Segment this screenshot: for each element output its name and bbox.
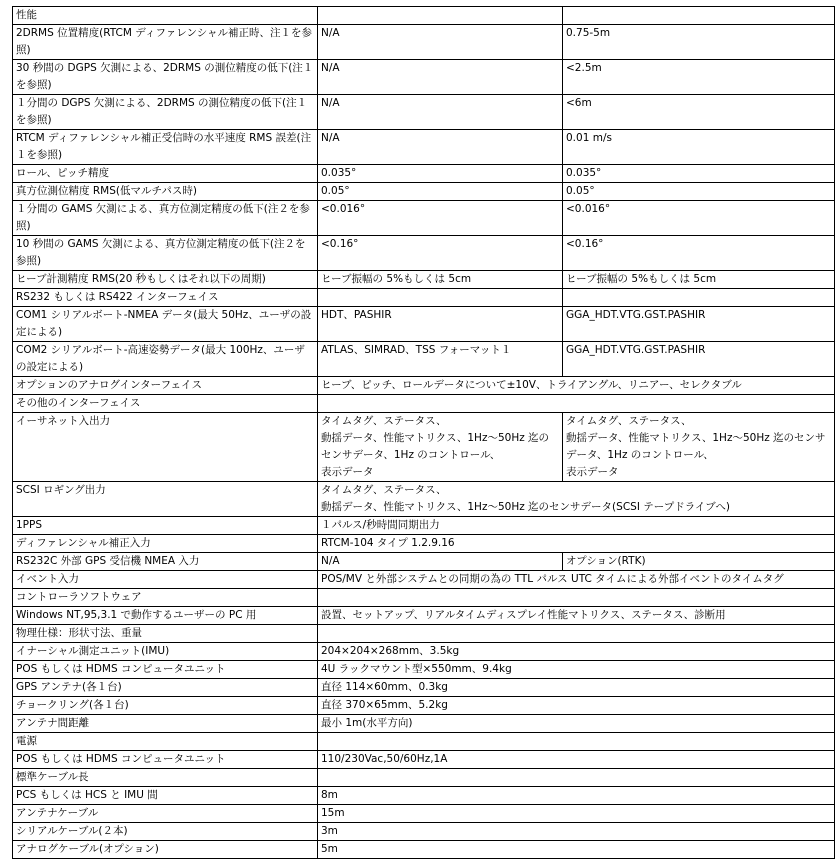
table-row bbox=[13, 130, 835, 165]
spec-value-cell bbox=[318, 769, 835, 787]
spec-value-cell: 204×204×268mm、3.5kg bbox=[318, 643, 835, 661]
spec-value-cell: <6m bbox=[563, 95, 835, 130]
spec-value-cell: <0.016° bbox=[318, 201, 563, 236]
spec-label-cell: RS232 もしくは RS422 インターフェイス bbox=[13, 289, 318, 307]
table-row bbox=[13, 482, 835, 517]
table-row bbox=[13, 183, 835, 201]
table-row bbox=[13, 60, 835, 95]
spec-value-cell: ヒーブ振幅の 5%もしくは 5cm bbox=[318, 271, 563, 289]
spec-label-cell: ヒーブ計測精度 RMS(20 秒もしくはそれ以下の周期) bbox=[13, 271, 318, 289]
spec-label-cell: GPS アンテナ(各１台) bbox=[13, 679, 318, 697]
spec-value-cell: N/A bbox=[318, 95, 563, 130]
spec-label-cell: SCSI ロギング出力 bbox=[13, 482, 318, 517]
spec-label-cell: ロール、ピッチ精度 bbox=[13, 165, 318, 183]
table-row bbox=[13, 625, 835, 643]
spec-value-cell: ATLAS、SIMRAD、TSS フォーマット１ bbox=[318, 342, 563, 377]
spec-value-cell: 5m bbox=[318, 841, 835, 859]
spec-value-cell: N/A bbox=[318, 60, 563, 95]
spec-value-cell bbox=[318, 733, 835, 751]
table-row bbox=[13, 517, 835, 535]
spec-value-cell: RTCM-104 タイプ 1.2.9.16 bbox=[318, 535, 835, 553]
spec-value-cell: N/A bbox=[318, 553, 563, 571]
spec-label-cell: １分間の GAMS 欠測による、真方位測定精度の低下(注２を参照) bbox=[13, 201, 318, 236]
table-row bbox=[13, 679, 835, 697]
spec-label-cell: その他のインターフェイス bbox=[13, 395, 318, 413]
table-row bbox=[13, 823, 835, 841]
spec-label-cell: 電源 bbox=[13, 733, 318, 751]
spec-value-cell bbox=[318, 7, 563, 25]
table-row bbox=[13, 95, 835, 130]
spec-table bbox=[12, 6, 835, 859]
table-row bbox=[13, 413, 835, 482]
spec-value-cell: POS/MV と外部システムとの同期の為の TTL パルス UTC タイムによる外部イベントのタイムタグ bbox=[318, 571, 835, 589]
spec-value-cell: <0.16° bbox=[563, 236, 835, 271]
spec-table-body bbox=[13, 7, 835, 859]
spec-value-cell: 4U ラックマウント型×550mm、9.4kg bbox=[318, 661, 835, 679]
table-row bbox=[13, 553, 835, 571]
spec-value-cell bbox=[318, 589, 835, 607]
spec-label-cell: 10 秒間の GAMS 欠測による、真方位測定精度の低下(注２を参照) bbox=[13, 236, 318, 271]
table-row bbox=[13, 589, 835, 607]
table-row bbox=[13, 289, 835, 307]
table-row bbox=[13, 271, 835, 289]
spec-value-cell: GGA_HDT.VTG.GST.PASHIR bbox=[563, 307, 835, 342]
table-row bbox=[13, 607, 835, 625]
spec-label-cell: POS もしくは HDMS コンピュータユニット bbox=[13, 751, 318, 769]
spec-label-cell: １分間の DGPS 欠測による、2DRMS の測位精度の低下(注１を参照) bbox=[13, 95, 318, 130]
table-row bbox=[13, 377, 835, 395]
spec-value-cell: HDT、PASHIR bbox=[318, 307, 563, 342]
spec-value-cell: GGA_HDT.VTG.GST.PASHIR bbox=[563, 342, 835, 377]
spec-value-cell: 0.05° bbox=[563, 183, 835, 201]
table-row bbox=[13, 236, 835, 271]
spec-value-cell: 8m bbox=[318, 787, 835, 805]
spec-label-cell: POS もしくは HDMS コンピュータユニット bbox=[13, 661, 318, 679]
spec-label-cell: アンテナ間距離 bbox=[13, 715, 318, 733]
spec-label-cell: 2DRMS 位置精度(RTCM ディファレンシャル補正時、注１を参照) bbox=[13, 25, 318, 60]
spec-value-cell bbox=[318, 289, 563, 307]
table-row bbox=[13, 535, 835, 553]
spec-value-cell: 0.035° bbox=[563, 165, 835, 183]
spec-value-cell: <0.016° bbox=[563, 201, 835, 236]
table-row bbox=[13, 643, 835, 661]
spec-label-cell: 30 秒間の DGPS 欠測による、2DRMS の測位精度の低下(注１を参照) bbox=[13, 60, 318, 95]
spec-label-cell: ディファレンシャル補正入力 bbox=[13, 535, 318, 553]
spec-value-cell: オプション(RTK) bbox=[563, 553, 835, 571]
spec-value-cell: ヒーブ振幅の 5%もしくは 5cm bbox=[563, 271, 835, 289]
spec-label-cell: COM1 シリアルボート-NMEA データ(最大 50Hz、ユーザの設定による) bbox=[13, 307, 318, 342]
table-row bbox=[13, 342, 835, 377]
table-row bbox=[13, 571, 835, 589]
spec-value-cell: １パルス/秒時間同期出力 bbox=[318, 517, 835, 535]
table-row bbox=[13, 841, 835, 859]
spec-value-cell: 最小 1m(水平方向) bbox=[318, 715, 835, 733]
spec-value-cell: ヒーブ、ピッチ、ロールデータについて±10V、トライアングル、リニアー、セレクタブル bbox=[318, 377, 835, 395]
spec-value-cell: タイムタグ、ステータス、 動揺データ、性能マトリクス、1Hz～50Hz 迄のセンサデータ、1Hz のコントロール、 表示データ bbox=[563, 413, 835, 482]
spec-value-cell bbox=[563, 7, 835, 25]
spec-label-cell: イナーシャル測定ユニット(IMU) bbox=[13, 643, 318, 661]
spec-label-cell: コントローラソフトウェア bbox=[13, 589, 318, 607]
spec-label-cell: オプションのアナログインターフェイス bbox=[13, 377, 318, 395]
spec-value-cell: タイムタグ、ステータス、 動揺データ、性能マトリクス、1Hz～50Hz 迄のセンサデータ、1Hz のコントロール、 表示データ bbox=[318, 413, 563, 482]
spec-value-cell: N/A bbox=[318, 25, 563, 60]
spec-value-cell: 直径 370×65mm、5.2kg bbox=[318, 697, 835, 715]
spec-value-cell: 0.035° bbox=[318, 165, 563, 183]
spec-label-cell: 物理仕様：形状寸法、重量 bbox=[13, 625, 318, 643]
spec-value-cell: タイムタグ、ステータス、 動揺データ、性能マトリクス、1Hz～50Hz 迄のセンサデータ(SCSI テープドライブへ) bbox=[318, 482, 835, 517]
spec-label-cell: チョークリング(各１台) bbox=[13, 697, 318, 715]
spec-value-cell: 3m bbox=[318, 823, 835, 841]
spec-label-cell: Windows NT,95,3.1 で動作するユーザーの PC 用 bbox=[13, 607, 318, 625]
spec-label-cell: RS232C 外部 GPS 受信機 NMEA 入力 bbox=[13, 553, 318, 571]
spec-label-cell: PCS もしくは HCS と IMU 間 bbox=[13, 787, 318, 805]
spec-value-cell bbox=[318, 625, 835, 643]
spec-value-cell bbox=[563, 289, 835, 307]
spec-value-cell: 15m bbox=[318, 805, 835, 823]
table-row bbox=[13, 395, 835, 413]
table-row bbox=[13, 751, 835, 769]
spec-value-cell: 0.75-5m bbox=[563, 25, 835, 60]
spec-label-cell: COM2 シリアルボート-高速姿勢データ(最大 100Hz、ユーザの設定による) bbox=[13, 342, 318, 377]
table-row bbox=[13, 733, 835, 751]
spec-value-cell: 設置、セットアップ、リアルタイムディスプレイ性能マトリクス、ステータス、診断用 bbox=[318, 607, 835, 625]
table-row bbox=[13, 201, 835, 236]
spec-label-cell: シリアルケーブル(２本) bbox=[13, 823, 318, 841]
table-row bbox=[13, 715, 835, 733]
spec-label-cell: 性能 bbox=[13, 7, 318, 25]
table-row bbox=[13, 787, 835, 805]
table-row bbox=[13, 25, 835, 60]
spec-value-cell bbox=[318, 395, 835, 413]
spec-value-cell: 直径 114×60mm、0.3kg bbox=[318, 679, 835, 697]
table-row bbox=[13, 697, 835, 715]
spec-label-cell: アンテナケーブル bbox=[13, 805, 318, 823]
spec-value-cell: N/A bbox=[318, 130, 563, 165]
spec-label-cell: イベント入力 bbox=[13, 571, 318, 589]
spec-label-cell: RTCM ディファレンシャル補正受信時の水平速度 RMS 誤差(注１を参照) bbox=[13, 130, 318, 165]
table-row bbox=[13, 307, 835, 342]
spec-label-cell: 1PPS bbox=[13, 517, 318, 535]
table-row bbox=[13, 165, 835, 183]
spec-value-cell: 0.01 m/s bbox=[563, 130, 835, 165]
spec-label-cell: アナログケーブル(オプション) bbox=[13, 841, 318, 859]
spec-label-cell: 真方位測位精度 RMS(低マルチパス時) bbox=[13, 183, 318, 201]
table-row bbox=[13, 7, 835, 25]
table-row bbox=[13, 769, 835, 787]
spec-value-cell: <2.5m bbox=[563, 60, 835, 95]
spec-value-cell: <0.16° bbox=[318, 236, 563, 271]
table-row bbox=[13, 661, 835, 679]
spec-label-cell: 標準ケーブル長 bbox=[13, 769, 318, 787]
spec-value-cell: 110/230Vac,50/60Hz,1A bbox=[318, 751, 835, 769]
table-row bbox=[13, 805, 835, 823]
spec-label-cell: イーサネット入出力 bbox=[13, 413, 318, 482]
spec-value-cell: 0.05° bbox=[318, 183, 563, 201]
